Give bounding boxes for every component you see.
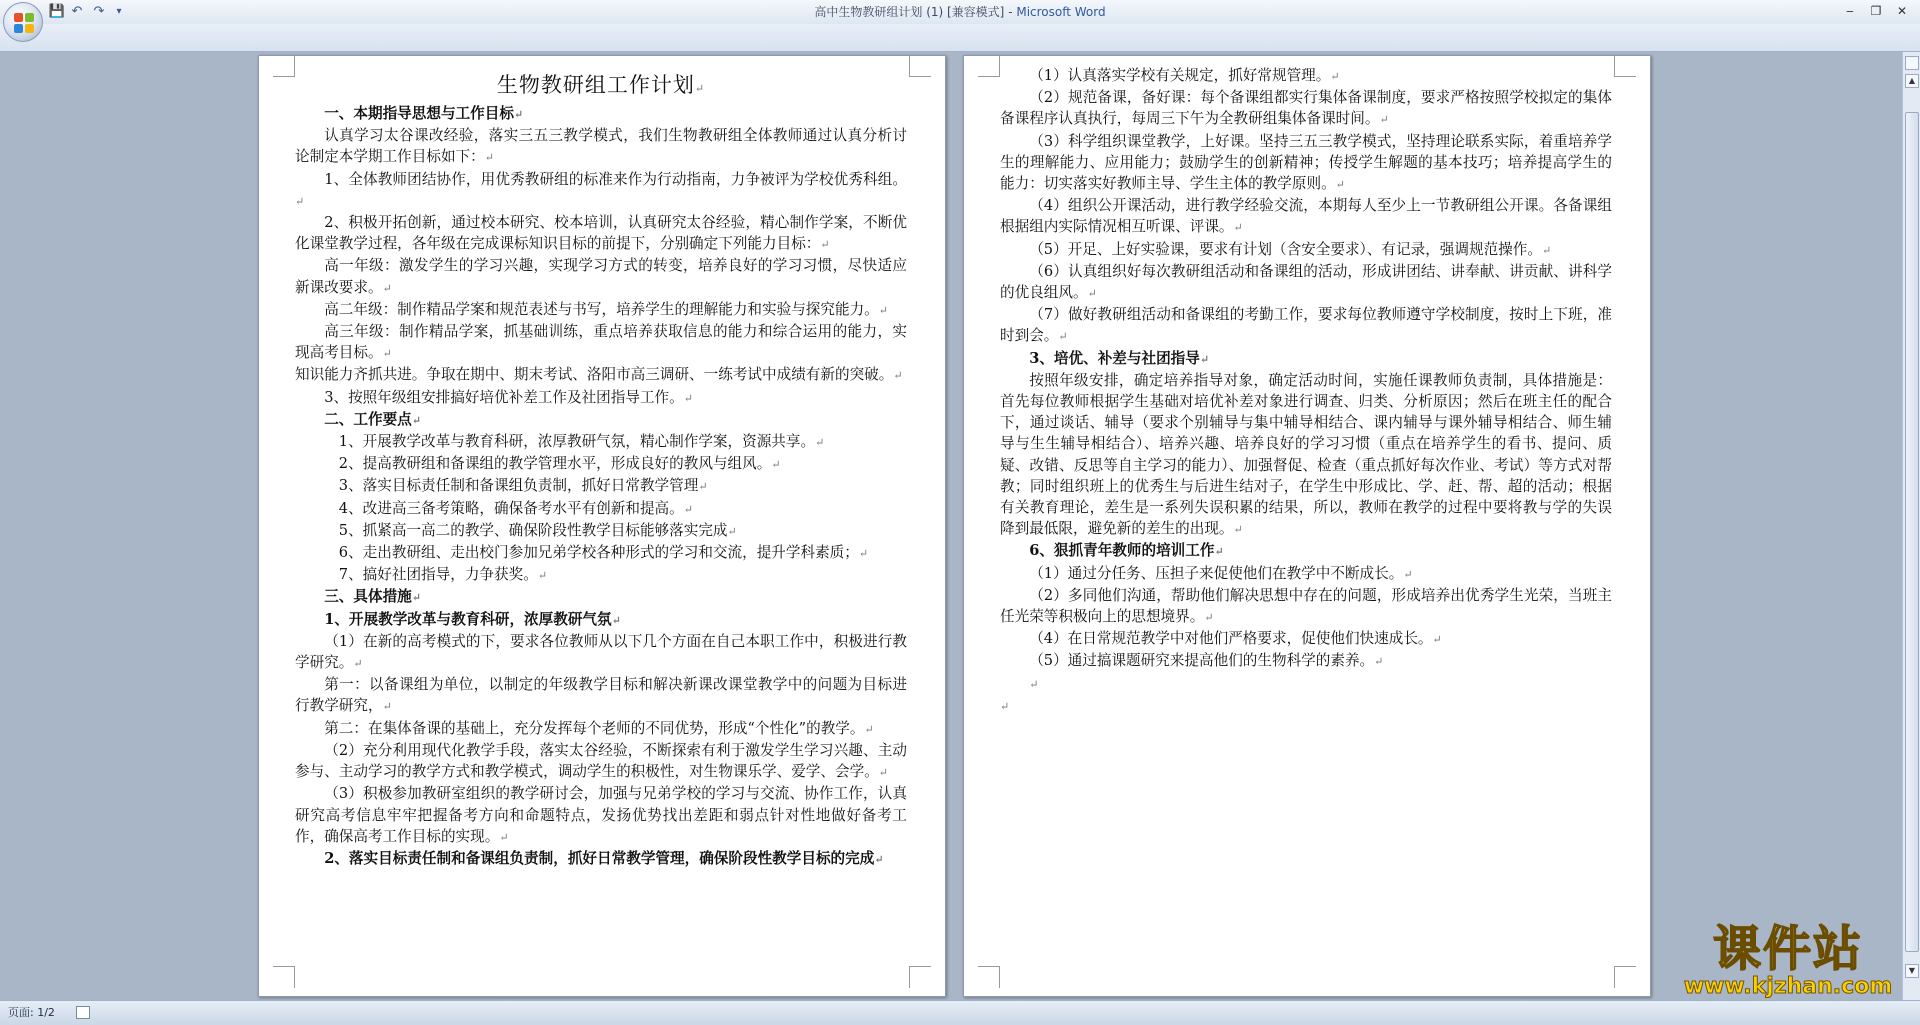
paragraph-text: 2、提高教研组和备课组的教学管理水平，形成良好的教风与组风。 <box>338 455 772 473</box>
paragraph <box>1000 628 1612 650</box>
paragraph-mark-icon: ↵ <box>382 700 392 714</box>
paragraph-mark-icon: ↵ <box>893 369 903 383</box>
crop-mark <box>1614 55 1636 77</box>
paragraph <box>295 212 907 255</box>
paragraph <box>295 169 907 212</box>
paragraph-text: 第一：以备课组为单位，以制定的年级教学目标和解决新课改课堂教学中的问题为目标进行教学研究， <box>295 676 907 715</box>
paragraph <box>1000 195 1612 238</box>
paragraph-mark-icon: ↵ <box>1233 523 1243 537</box>
paragraph-mark-icon: ↵ <box>694 82 706 95</box>
paragraph-mark-icon: ↵ <box>1335 178 1345 192</box>
office-logo-icon <box>14 13 34 33</box>
paragraph-mark-icon: ↵ <box>864 722 874 736</box>
paragraph <box>295 453 907 475</box>
watermark-url: www.kjzhan.com <box>1683 974 1893 999</box>
paragraph-mark-icon: ↵ <box>858 547 869 561</box>
paragraph-mark-icon: ↵ <box>1541 243 1552 257</box>
ruler-toggle-icon[interactable] <box>1905 56 1919 70</box>
paragraph-text: 1、开展教学改革与教育科研，浓厚教研气氛 <box>324 610 612 628</box>
watermark-logo <box>1668 922 1908 1000</box>
minimize-button[interactable]: ‒ <box>1846 4 1854 18</box>
paragraph-text: （1）通过分任务、压担子来促使他们在教学中不断成长。 <box>1029 564 1404 582</box>
paragraph <box>295 740 907 783</box>
crop-mark <box>909 55 931 77</box>
paragraph <box>295 321 907 364</box>
proofing-icon[interactable] <box>76 1006 90 1019</box>
paragraph-mark-icon: ↵ <box>411 413 421 427</box>
paragraph <box>295 564 907 586</box>
paragraph-text: 二、工作要点 <box>324 410 412 428</box>
paragraph <box>295 718 907 740</box>
paragraph-text: 按照年级安排，确定培养指导对象，确定活动时间，实施任课教师负责制，具体措施是：首先每位教师根据学生基础对培优补差对象进行调查、归类、分析原因；然后在班主任的配合下，通过谈话、辅导（要求个别辅导与集中辅导相结合、课内辅导与课外辅导相结合、师生辅导与生生辅导相结合）、培养兴趣、培养良好的学习习惯（重点在培养学生的看书、提问、质疑、改错、反思等自主学习的能力）、加强督促、检查（重点抓好每次作业、考试）等方式对帮教；同时组织班上的优秀生与后进生结对子，在学生中形成比、学、赶、帮、超的活动；根据有关教育理论，差生是一系列失误积累的结果，所以，教师在教学的过程中要将教与学的失误降到最低限，避免新的差生的出现。 <box>1000 371 1612 538</box>
crop-mark <box>978 55 1000 77</box>
paragraph-text: （2）充分利用现代化教学手段，落实太谷经验，不断探索有利于激发学生学习兴趣、主动参与、主动学习的教学方式和教学模式，调动学生的积极性，对生物课乐学、爱学、会学。 <box>295 741 907 781</box>
paragraph-text: 1、全体教师团结协作，用优秀教研组的标准来作为行动指南，力争被评为学校优秀科组。 <box>324 170 907 188</box>
section-heading <box>295 586 907 608</box>
paragraph-mark-icon: ↵ <box>878 303 888 317</box>
paragraph-text: （7）做好教研组活动和备课组的考勤工作，要求每位教师遵守学校制度，按时上下班，准时到会。 <box>1000 306 1612 345</box>
paragraph-text: （5）开足、上好实验课，要求有计划（含安全要求）、有记录，强调规范操作。 <box>1029 240 1542 258</box>
paragraph-text: 1、开展教学改革与教育科研，浓厚教研气氛，精心制作学案，资源共享。 <box>338 433 816 451</box>
paragraph <box>1000 650 1612 672</box>
section-heading <box>295 103 907 125</box>
paragraph <box>1000 65 1612 87</box>
paragraph-text: 2、落实目标责任制和备课组负责制，抓好日常教学管理，确保阶段性教学目标的完成 <box>324 849 875 867</box>
paragraph-text: 第二：在集体备课的基础上，充分发挥每个老师的不同优势，形成“个性化”的教学。 <box>324 719 865 737</box>
paragraph-text: （3）科学组织课堂教学，上好课。坚持三五三教学模式，坚持理论联系实际，着重培养学生的理解能力、应用能力；鼓励学生的创新精神；传授学生解题的基本技巧；培养提高学生的能力：切实落实好教师主导、学生主体的教学原则。 <box>1000 132 1612 193</box>
paragraph-text: 知识能力齐抓共进。争取在期中、期末考试、洛阳市高三调研、一练考试中成绩有新的突破。 <box>295 366 894 384</box>
paragraph <box>295 387 907 409</box>
page-2-text[interactable] <box>1000 65 1612 717</box>
scroll-down-icon[interactable]: ▼ <box>1905 964 1919 978</box>
paragraph-mark-icon: ↵ <box>683 391 693 405</box>
title-bar <box>0 0 1920 24</box>
paragraph-mark-icon: ↵ <box>820 238 830 252</box>
crop-mark <box>273 55 295 77</box>
paragraph-mark-icon: ↵ <box>698 480 708 494</box>
document-title <box>295 71 907 103</box>
paragraph <box>295 299 907 321</box>
paragraph-mark-icon: ↵ <box>683 502 693 516</box>
paragraph-text: （4）在日常规范教学中对他们严格要求，促使他们快速成长。 <box>1029 630 1433 648</box>
crop-mark <box>978 966 1000 988</box>
scroll-thumb[interactable] <box>1905 112 1919 952</box>
paragraph <box>1000 370 1612 541</box>
paragraph-mark-icon: ↵ <box>499 830 509 844</box>
paragraph <box>295 364 907 386</box>
paragraph-text: （3）积极参加教研室组织的教学研讨会，加强与兄弟学校的学习与交流、协作工作，认真研究高考信息牢牢把握备考方向和命题特点，发扬优势找出差距和弱点针对性地做好备考工作，确保高考工作目标的实现。 <box>295 785 907 845</box>
paragraph <box>1000 261 1612 304</box>
document-page-2[interactable] <box>963 55 1651 997</box>
paragraph-text: 4、改进高三备考策略，确保备考水平有创新和提高。 <box>338 499 684 517</box>
paragraph-text: 生物教研组工作计划 <box>496 73 695 97</box>
paragraph <box>1000 131 1612 196</box>
paragraph-mark-icon: ↵ <box>1233 221 1243 235</box>
paragraph <box>295 674 907 717</box>
paragraph-mark-icon: ↵ <box>1432 633 1442 647</box>
paragraph-text: （4）组织公开课活动，进行教学经验交流，本期每人至少上一节教研组公开课。各备课组根据组内实际情况相互听课、评课。 <box>1000 197 1612 236</box>
paragraph-text: 高三年级：制作精品学案，抓基础训练，重点培养获取信息的能力和综合运用的能力，实现高考目标。 <box>295 323 907 362</box>
paragraph-mark-icon: ↵ <box>1087 287 1097 301</box>
paragraph-text: 认真学习太谷课改经验，落实三五三教学模式，我们生物教研组全体教师通过认真分析讨论制定本学期工作目标如下： <box>295 127 907 166</box>
paragraph-text: （2）多同他们沟通，帮助他们解决思想中存在的问题，形成培养出优秀学生光荣，当班主任光荣等积极向上的思想境界。 <box>1000 586 1612 626</box>
save-icon[interactable]: 💾 <box>48 4 66 19</box>
paragraph-text: 6、走出教研组、走出校门参加兄弟学校各种形式的学习和交流，提升学科素质； <box>338 544 859 562</box>
page-1-text[interactable] <box>295 71 907 870</box>
window-title: 高中生物教研组计划 (1) [兼容模式] - Microsoft Word <box>814 5 1106 19</box>
paragraph-text: 3、落实目标责任制和备课组负责制，抓好日常教学管理 <box>338 477 699 495</box>
crop-mark <box>909 966 931 988</box>
vertical-scrollbar[interactable] <box>1902 52 1920 1000</box>
paragraph <box>1000 673 1612 695</box>
status-bar <box>0 1000 1920 1025</box>
customize-qat-icon[interactable]: ▾ <box>116 6 122 17</box>
ribbon-tab-bar <box>0 24 1920 52</box>
paragraph <box>1000 563 1612 585</box>
undo-icon[interactable]: ↶ <box>71 4 83 19</box>
paragraph-mark-icon: ↵ <box>815 436 825 450</box>
paragraph-mark-icon: ↵ <box>878 766 888 780</box>
paragraph-mark-icon: ↵ <box>1199 352 1210 366</box>
paragraph-mark-icon: ↵ <box>1204 611 1214 625</box>
paragraph-mark-icon: ↵ <box>611 613 621 627</box>
paragraph-mark-icon: ↵ <box>382 347 392 361</box>
paragraph <box>1000 87 1612 130</box>
paragraph-mark-icon: ↵ <box>1214 545 1224 559</box>
paragraph <box>295 475 907 497</box>
section-heading <box>295 609 907 631</box>
paragraph-mark-icon: ↵ <box>874 852 884 866</box>
paragraph-mark-icon: ↵ <box>1374 655 1384 669</box>
paragraph-text: 三、具体措施 <box>324 588 412 606</box>
paragraph-text: 一、本期指导思想与工作目标 <box>324 105 514 122</box>
section-heading <box>1000 348 1612 370</box>
paragraph-mark-icon: ↵ <box>1330 70 1340 83</box>
paragraph <box>295 255 907 298</box>
paragraph-text: 2、积极开拓创新，通过校本研究、校本培训，认真研究太谷经验，精心制作学案，不断优化课堂教学过程，各年级在完成课标知识目标的前提下，分别确定下列能力目标： <box>295 214 907 253</box>
office-button[interactable] <box>3 2 43 42</box>
paragraph-text: 3、培优、补差与社团指导 <box>1029 349 1200 367</box>
paragraph <box>1000 585 1612 628</box>
paragraph <box>295 125 907 168</box>
paragraph-text: （2）规范备课，备好课：每个备课组都实行集体备课制度，要求严格按照学校拟定的集体备课程序认真执行，每周三下午为全教研组集体备课时间。 <box>1000 89 1612 128</box>
close-button[interactable]: ✕ <box>1896 4 1908 18</box>
paragraph-mark-icon: ↵ <box>1379 113 1389 127</box>
paragraph <box>295 542 907 564</box>
paragraph-mark-icon: ↵ <box>1403 567 1413 581</box>
paragraph-mark-icon: ↵ <box>411 591 421 605</box>
paragraph-mark-icon: ↵ <box>295 194 305 208</box>
paragraph-text: （1）认真落实学校有关规定，抓好常规管理。 <box>1029 67 1331 84</box>
scroll-up-icon[interactable]: ▲ <box>1905 74 1919 88</box>
paragraph-mark-icon: ↵ <box>353 657 363 671</box>
section-heading <box>295 848 907 870</box>
page-count[interactable]: 页面: 1/2 <box>8 1006 55 1019</box>
paragraph-text: 7、搞好社团指导，力争获奖。 <box>338 566 538 584</box>
paragraph-mark-icon: ↵ <box>513 108 524 121</box>
paragraph-mark-icon: ↵ <box>537 569 548 583</box>
paragraph-mark-icon: ↵ <box>727 524 737 538</box>
paragraph-mark-icon: ↵ <box>1029 677 1039 691</box>
paragraph-text: 6、狠抓青年教师的培训工作 <box>1029 542 1215 560</box>
paragraph <box>295 431 907 453</box>
paragraph <box>295 783 907 848</box>
paragraph-text: （6）认真组织好每次教研组活动和备课组的活动，形成讲团结、讲奉献、讲贡献、讲科学的优良组风。 <box>1000 262 1612 302</box>
paragraph-mark-icon: ↵ <box>1058 330 1068 344</box>
paragraph-text: 高二年级：制作精品学案和规范表述与书写，培养学生的理解能力和实验与探究能力。 <box>324 300 879 318</box>
paragraph-mark-icon: ↵ <box>382 281 392 295</box>
paragraph-text: 3、按照年级组安排搞好培优补差工作及社团指导工作。 <box>324 388 684 406</box>
paragraph-text: （5）通过搞课题研究来提高他们的生物科学的素养。 <box>1029 652 1375 670</box>
watermark-brand: 课件站 <box>1712 921 1863 977</box>
crop-mark <box>273 966 295 988</box>
paragraph <box>295 520 907 542</box>
crop-mark <box>1614 966 1636 988</box>
paragraph-text: 5、抓紧高一高二的教学、确保阶段性教学目标能够落实完成 <box>338 521 728 539</box>
section-heading <box>295 409 907 431</box>
section-heading <box>1000 540 1612 562</box>
redo-icon[interactable]: ↷ <box>93 4 105 19</box>
paragraph <box>295 498 907 520</box>
maximize-button[interactable]: ❐ <box>1870 4 1882 18</box>
paragraph-mark-icon: ↵ <box>484 151 494 165</box>
paragraph <box>1000 695 1612 717</box>
paragraph-mark-icon: ↵ <box>1000 699 1010 713</box>
paragraph-mark-icon: ↵ <box>771 458 781 472</box>
paragraph <box>1000 239 1612 261</box>
paragraph <box>295 631 907 674</box>
paragraph-text: （1）在新的高考模式的下，要求各位教师从以下几个方面在自己本职工作中，积极进行教学研究。 <box>295 632 907 672</box>
paragraph-text: 高一年级：激发学生的学习兴趣，实现学习方式的转变，培养良好的学习习惯，尽快适应新课改要求。 <box>295 257 907 296</box>
paragraph <box>1000 304 1612 347</box>
document-page-1[interactable] <box>258 55 946 997</box>
